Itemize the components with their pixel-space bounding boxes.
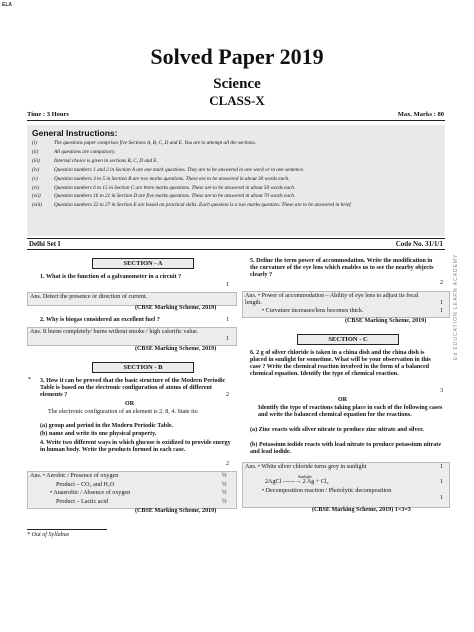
out-of-syllabus-star: * [28, 377, 32, 383]
answer-4-line-marks: ½ [222, 473, 227, 479]
question-2: 2. Why is biogas considered an excellent fuel ? [40, 317, 160, 323]
answer-4-line: • Anaerobic / Absence of oxygen [50, 490, 131, 496]
answer-6-c-marks: 1 [440, 495, 444, 501]
instruction-number: (i) [32, 140, 37, 146]
side-watermark: Ed EDUCATION LEARN ACADEMY [453, 253, 459, 360]
instruction-item [32, 176, 442, 183]
instruction-text: Internal choice is given in sections B, C, D and E. [54, 157, 158, 164]
footnote-divider [27, 529, 107, 530]
instruction-text: Question numbers 3 to 5 in Section B are two marks questions. These are to be answered in about 30 words each. [54, 175, 290, 182]
question-6-marks: 3 [440, 388, 444, 394]
question-3: 3. How it can be proved that the basic structure of the Modern Periodic Table is based on the electronic configuration of atoms of different elements ? [40, 378, 226, 399]
section-a-header: SECTION - A [92, 258, 194, 269]
answer-4-line-marks: ½ [222, 498, 227, 505]
question-6-alt: Identify the type of reactions taking place in each of the following cases and write the balanced chemical equation for the reactions. [258, 405, 443, 419]
instruction-text: Question numbers 22 to 27 in Section E are based on practical skills. Each question is a two marks question. These are to be answered in brief. [54, 202, 352, 209]
question-2-marks: 1 [226, 317, 230, 323]
class-title: CLASS-X [209, 93, 265, 108]
question-1: 1. What is the function of a galvanometer in a circuit ? [40, 274, 182, 280]
answer-6-a-marks: 1 [440, 464, 444, 470]
question-3-alt: The electronic configuration of an element is 2, 8, 4. State its: [48, 409, 199, 415]
question-6-alt-a: (a) Zinc reacts with silver nitrate to produce zinc nitrate and silver. [250, 427, 424, 433]
instruction-text: All questions are compulsory. [54, 148, 116, 155]
time-label: Time : 3 Hours [27, 111, 69, 118]
question-6-alt-b: (b) Potassium iodide reacts with lead nitrate to produce potassium nitrate and lead iodide. [250, 442, 442, 456]
question-3-or: OR [125, 401, 135, 407]
answer-5-a: Ans. • Power of accommodation – Ability of eye lens to adjust its focal length. [245, 293, 419, 307]
instruction-number: (iii) [32, 157, 40, 164]
instruction-text: The questions paper comprises five Sections A, B, C, D and E. You are to attempt all the sections. [54, 140, 256, 146]
instruction-item [32, 158, 442, 165]
instruction-number: (iv) [32, 166, 40, 173]
instruction-item [32, 193, 442, 200]
instruction-text: Question numbers 1 and 2 in Section A are one mark questions. They are to be answered in one word or in one sentence. [54, 166, 305, 173]
code-number: Code No. 31/1/1 [395, 240, 443, 248]
answer-4-line: Product – Lactic acid [56, 498, 108, 505]
answer-4-line-marks: ½ [222, 481, 227, 488]
answer-4-line: Product – CO₂ and H₂O [56, 481, 115, 488]
instruction-number: (ii) [32, 148, 39, 155]
answer-5-source: (CBSE Marking Scheme, 2019) [345, 318, 427, 324]
subject-title: Science [213, 76, 261, 92]
footnote: * Out of Syllabus [27, 532, 70, 538]
question-6-or: OR [338, 397, 348, 403]
max-marks-label: Max. Marks : 80 [397, 111, 444, 118]
answer-5-b-marks: 1 [440, 308, 444, 314]
instructions-heading: General Instructions: [32, 128, 118, 138]
answer-1-source: (CBSE Marking Scheme, 2019) [135, 305, 217, 311]
answer-6-a: Ans. • White silver chloride turns grey in sunlight [245, 464, 367, 470]
answer-6-c: • Decomposition reaction / Photolytic decomposition [262, 488, 392, 494]
instruction-number: (vii) [32, 193, 41, 200]
set-bar [27, 238, 445, 250]
question-6: 6. 2 g of silver chloride is taken in a china dish and the china dish is placed in sunlight for sometime. What will be your observation in this case ? Write the chemical reaction involved in the form of a balanced chemical equation. Identify the type of chemical reaction. [250, 350, 431, 378]
publisher-logo: ELA [2, 2, 12, 8]
question-3-alt-b: (b) name and write its one physical property. [40, 431, 157, 437]
answer-2-marks: 1 [226, 336, 230, 342]
section-b-header: SECTION - B [92, 362, 194, 373]
instruction-item [32, 167, 442, 174]
instruction-number: (v) [32, 175, 38, 182]
answer-2-source: (CBSE Marking Scheme, 2019) [135, 346, 217, 352]
question-4: 4. Write two different ways in which glucose is oxidized to provide energy in human body. Write the products formed in each case. [40, 440, 231, 454]
question-4-marks: 2 [226, 461, 230, 467]
answer-2: Ans. It burns completely/ burns without smoke / high calorific value. [30, 329, 199, 335]
section-c-header: SECTION - C [297, 334, 399, 345]
answer-5-a-marks: 1 [440, 300, 444, 306]
answer-4-line-marks: ½ [222, 490, 227, 496]
question-5: 5. Define the term power of accommodation. Write the modification in the curvature of the eye lens which enables us to see the nearby objects clearly ? [250, 258, 434, 279]
instruction-number: (viii) [32, 202, 43, 209]
answer-6-eq-marks: 1 [440, 479, 444, 485]
answer-6-source: (CBSE Marking Scheme, 2019) 1×3=3 [312, 507, 411, 513]
set-name: Delhi Set I [29, 240, 61, 248]
instruction-item [32, 202, 442, 209]
answer-4-line: Ans. • Aerobic / Presence of oxygen [30, 473, 119, 479]
instruction-item [32, 140, 442, 147]
question-3-alt-a: (a) group and period in the Modern Periodic Table. [40, 423, 174, 429]
instruction-text: Question numbers 6 to 15 in Section C are three marks questions. These are to be answered in about 50 words each. [54, 184, 296, 191]
sunlight-label: Sunlight [298, 474, 312, 479]
instruction-item [32, 149, 442, 156]
answer-6-equation: 2AgCl ——→ 2 Ag + Cl₂ [265, 479, 329, 485]
answer-1: Ans. Detect the presence or direction of current. [30, 294, 148, 300]
instruction-number: (vi) [32, 184, 40, 191]
answer-4-source: (CBSE Marking Scheme, 2019) [135, 508, 217, 514]
instruction-item [32, 185, 442, 192]
answer-5-b: • Curvature increases/lens becomes thick. [262, 308, 364, 314]
question-3-marks: 2 [226, 392, 230, 398]
paper-title: Solved Paper 2019 [150, 44, 324, 69]
question-1-marks: 1 [226, 282, 230, 288]
instruction-text: Question numbers 16 to 21 in Section D are five marks questions. These are to be answered in about 70 words each. [54, 193, 296, 200]
question-5-marks: 2 [440, 280, 444, 286]
header-divider [27, 120, 445, 121]
